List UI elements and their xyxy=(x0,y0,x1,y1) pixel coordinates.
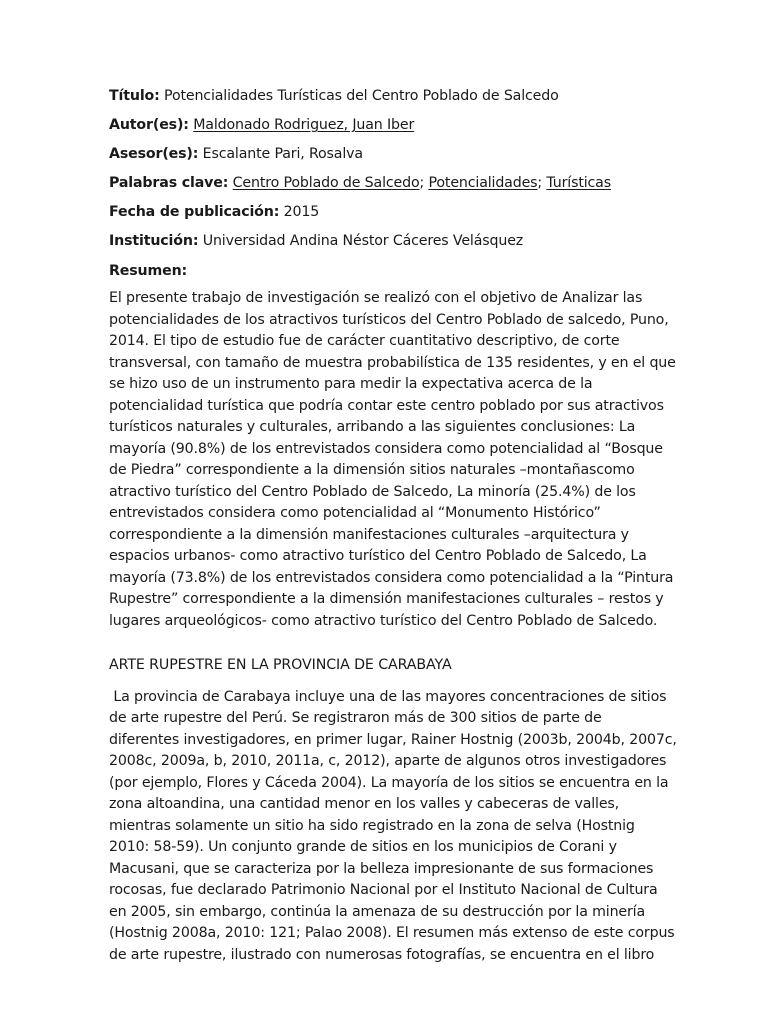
palabras-clave-row xyxy=(109,173,669,195)
resumen-row xyxy=(109,261,669,283)
resumen-line: potencialidades de los atractivos turísticos del Centro Poblado de salcedo, Puno, xyxy=(109,311,669,328)
section-line: mientras solamente un sitio ha sido registrado en la zona de selva (Hostnig xyxy=(109,817,635,834)
section-line: de arte rupestre del Perú. Se registraron más de 300 sitios de parte de xyxy=(109,710,602,727)
institucion-row xyxy=(109,231,669,253)
section-line: diferentes investigadores, en primer lugar, Rainer Hostnig (2003b, 2004b, 2007c, xyxy=(109,731,677,748)
section-line: rocosas, fue declarado Patrimonio Nacional por el Instituto Nacional de Cultura xyxy=(109,882,658,899)
resumen-line: atractivo turístico del Centro Poblado de Salcedo, La minoría (25.4%) de los xyxy=(109,483,636,500)
autor-link[interactable]: Maldonado Rodriguez, Juan Iber xyxy=(193,117,415,134)
section-paragraph xyxy=(109,687,677,967)
resumen-line: transversal, con tamaño de muestra probabilística de 135 residentes, y en el que xyxy=(109,354,676,371)
section-line: de arte rupestre, ilustrado con numerosas fotografías, se encuentra en el libro xyxy=(109,946,655,963)
keyword-link-turisticas[interactable]: Turísticas xyxy=(546,175,611,192)
resumen-line: lugares arqueológicos- como atractivo turístico del Centro Poblado de Salcedo. xyxy=(109,612,658,629)
fecha-row xyxy=(109,202,669,224)
section-line: 2008c, 2009a, b, 2010, 2011a, c, 2012), aparte de algunos otros investigadores xyxy=(109,753,667,770)
resumen-line: El presente trabajo de investigación se realizó con el objetivo de Analizar las xyxy=(109,290,643,307)
section-line: zona altoandina, una cantidad menor en los valles y cabeceras de valles, xyxy=(109,796,619,813)
resumen-line: 2014. El tipo de estudio fue de carácter cuantitativo descriptivo, de corte xyxy=(109,333,620,350)
section-line: en 2005, sin embargo, continúa la amenaza de su destrucción por la minería xyxy=(109,903,646,920)
keyword-separator: ; xyxy=(537,175,547,192)
fecha-label: Fecha de publicación: xyxy=(109,204,280,221)
keyword-link-potencialidades[interactable]: Potencialidades xyxy=(428,175,538,192)
section-line: (por ejemplo, Flores y Cáceda 2004). La mayoría de los sitios se encuentra en la xyxy=(109,774,669,791)
fecha-value: 2015 xyxy=(283,204,320,221)
asesor-value: Escalante Pari, Rosalva xyxy=(202,146,363,163)
titulo-row xyxy=(109,86,669,108)
titulo-value: Potencialidades Turísticas del Centro Poblado de Salcedo xyxy=(164,88,559,104)
palabras-clave-label: Palabras clave: xyxy=(109,175,229,192)
resumen-line: mayoría (90.8%) de los entrevistados considera como potencialidad al “Bosque xyxy=(109,440,663,457)
resumen-line: correspondiente a la dimensión manifestaciones culturales –arquitectura y xyxy=(109,526,629,543)
titulo-label: Título: xyxy=(109,88,160,104)
resumen-line: turísticos naturales y culturales, arribando a las siguientes conclusiones: La xyxy=(109,419,636,436)
autor-label: Autor(es): xyxy=(109,117,189,134)
autor-row xyxy=(109,115,669,137)
resumen-line: mayoría (73.8%) de los entrevistados considera como potencialidad a la “Pintura xyxy=(109,569,674,586)
resumen-line: de Piedra” correspondiente a la dimensión sitios naturales –montañascomo xyxy=(109,462,635,479)
resumen-line: potencialidad turística que podría contar este centro poblado por sus atractivos xyxy=(109,397,664,414)
keyword-separator: ; xyxy=(419,175,429,192)
resumen-line: Rupestre” correspondiente a la dimensión manifestaciones culturales – restos y xyxy=(109,591,664,608)
section-heading: ARTE RUPESTRE EN LA PROVINCIA DE CARABAYA xyxy=(109,657,452,674)
section-line: Macusani, que se caracteriza por la belleza impresionante de sus formaciones xyxy=(109,860,654,877)
institucion-label: Institución: xyxy=(109,233,199,250)
document-content xyxy=(109,86,677,966)
resumen-label: Resumen: xyxy=(109,262,188,279)
resumen-paragraph xyxy=(109,288,676,632)
keyword-link-salcedo[interactable]: Centro Poblado de Salcedo xyxy=(232,175,420,192)
resumen-line: espacios urbanos- como atractivo turístico del Centro Poblado de Salcedo, La xyxy=(109,548,647,565)
resumen-line: se hizo uso de un instrumento para medir la expectativa acerca de la xyxy=(109,376,593,393)
asesor-row xyxy=(109,144,669,166)
section-line: (Hostnig 2008a, 2010: 121; Palao 2008). El resumen más extenso de este corpus xyxy=(109,925,675,942)
resumen-line: entrevistados considera como potencialidad al “Monumento Histórico” xyxy=(109,505,601,522)
section-line: 2010: 58-59). Un conjunto grande de sitios en los municipios de Corani y xyxy=(109,839,617,856)
section-line: La provincia de Carabaya incluye una de las mayores concentraciones de sitios xyxy=(109,688,667,705)
institucion-value: Universidad Andina Néstor Cáceres Velásquez xyxy=(202,233,524,250)
asesor-label: Asesor(es): xyxy=(109,146,199,163)
